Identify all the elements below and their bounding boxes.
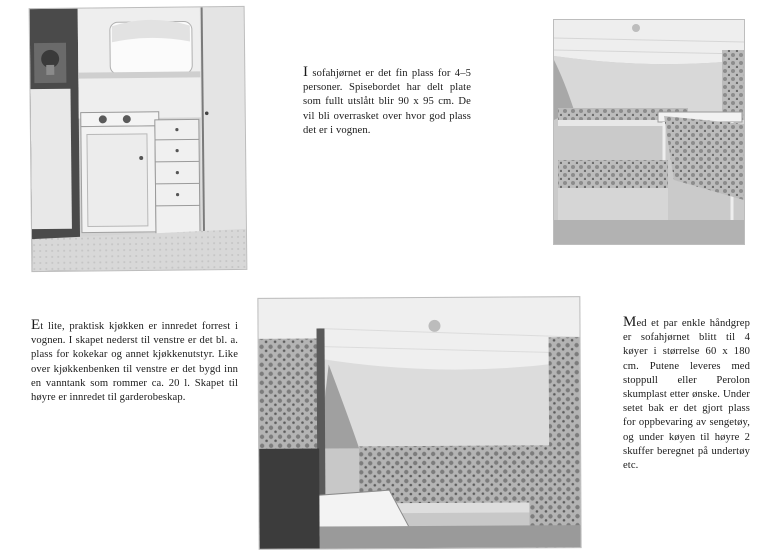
photo-kitchen bbox=[30, 7, 247, 271]
photo-bunks bbox=[258, 297, 580, 549]
caption-kitchen: Et lite, praktisk kjøkken er innredet forrest i vognen. I skapet nederst til venstre er det bl. a. plass for kokekar og annet kjøkkenutstyr. Like over kjøkkenbenken til venstre er det bygd inn en vanntank som rommer ca. 20 l. Skapet til høyre er innredet til garderobeskap. bbox=[31, 317, 238, 404]
photo-sofa-corner bbox=[554, 20, 744, 244]
caption-bunks: Med et par enkle håndgrep er sofahjørnet blitt til 4 køyer i størrelse 60 x 180 cm. Putene leveres med stoppull eller Perolon skumplast etter ønske. Under setet bak er det gjort plass for oppbevaring av sengetøy, og under køyen til høyre 2 skuffer beregnet på undertøy etc. bbox=[623, 314, 750, 472]
caption-sofa-corner: I sofahjørnet er det fin plass for 4–5 personer. Spisebordet har delt plate som fullt utslått blir 90 x 95 cm. De vil bli overrasket over hvor god plass det er i vognen. bbox=[303, 64, 471, 136]
